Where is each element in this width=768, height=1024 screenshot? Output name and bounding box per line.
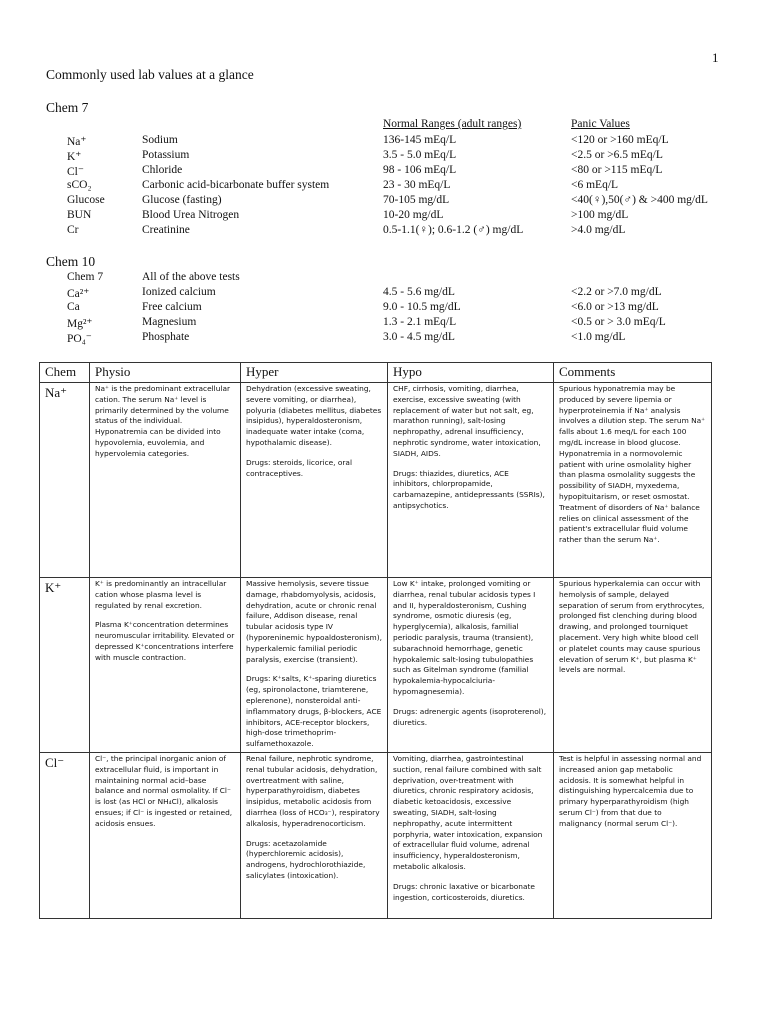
- test-name: Sodium: [142, 134, 178, 146]
- hypo-cell: [388, 578, 554, 753]
- normal-range: 23 - 30 mEq/L: [383, 179, 451, 191]
- physio-cell: [90, 752, 241, 918]
- test-abbreviation: Ca: [67, 301, 80, 313]
- hyper-paragraph: Dehydration (excessive sweating, severe vomiting, or diarrhea), polyuria (diabetes mellitus, diabetes insipidus), hyperaldosteronism, inadequate water intake (coma, hypothalamic disease).: [246, 384, 382, 447]
- normal-range: 3.0 - 4.5 mg/dL: [383, 331, 455, 343]
- hyper-paragraph: Drugs: K⁺salts, K⁺-sparing diuretics (eg, spironolactone, triamterene, eplerenone), nonsteroidal anti-inflammatory drugs, β-blockers, ACE inhibitors, ACE-receptor blockers, high-dose trimethoprim- sulfamethoxazole.: [246, 674, 382, 749]
- test-abbreviation: Na⁺: [67, 136, 87, 148]
- test-abbreviation: BUN: [67, 209, 92, 221]
- chem-label: Na⁺: [40, 383, 90, 578]
- hyper-cell: [241, 578, 388, 753]
- comments-paragraph: Test is helpful in assessing normal and increased anion gap metabolic acidosis. It is somewhat helpful in distinguishing hypercalcemia due to primary hyperparathyroidism (high serum Cl⁻) from that due to malignancy (normal serum Cl⁻).: [559, 753, 702, 828]
- table-header-row: [40, 363, 712, 383]
- test-abbreviation: Cl⁻: [67, 166, 84, 178]
- hypo-paragraph: Low K⁺ intake, prolonged vomiting or diarrhea, renal tubular acidosis types I and II, hyperaldosteronism, Cushing syndrome, osmotic diuresis (eg, hyperglycemia), alkalosis, familial periodic paralysis, trauma (transient), subarachnoid hemorrhage, genetic hypokalemic salt-losing tubulopathies such as Gitelman syndrome (familial hypokalemia-hypocalciuria-hypomagnesemia).: [393, 579, 536, 696]
- chem-label: Cl⁻: [40, 752, 90, 918]
- hypo-paragraph: Drugs: chronic laxative or bicarbonate ingestion, corticosteroids, diuretics.: [393, 881, 535, 902]
- panic-value: <80 or >115 mEq/L: [571, 164, 663, 176]
- panic-value: <1.0 mg/dL: [571, 331, 626, 343]
- normal-range: 98 - 106 mEq/L: [383, 164, 457, 176]
- physio-paragraph: Na⁺ is the predominant extracellular cation. The serum Na⁺ level is primarily determined by the volume status of the individual. Hyponatremia can be divided into hypovolemia, euvolemia, and hypervolemia categories.: [95, 384, 231, 458]
- panic-value: <0.5 or > 3.0 mEq/L: [571, 316, 666, 328]
- normal-range: 70-105 mg/dL: [383, 194, 450, 206]
- test-name: Chloride: [142, 164, 183, 176]
- panic-value: <2.5 or >6.5 mEq/L: [571, 149, 663, 161]
- hyper-cell: [241, 752, 388, 918]
- panic-value: <40(♀),50(♂) & >400 mg/dL: [571, 194, 708, 206]
- hypo-cell: [388, 383, 554, 578]
- test-abbreviation: Ca²⁺: [67, 288, 90, 300]
- test-name: Phosphate: [142, 331, 190, 343]
- hyper-paragraph: Drugs: acetazolamide (hyperchloremic acidosis), androgens, hydrochlorothiazide, salicylates (intoxication).: [246, 838, 366, 880]
- hyper-paragraph: Massive hemolysis, severe tissue damage, rhabdomyolysis, acidosis, dehydration, acute or chronic renal failure, Addison disease, renal tubular acidosis type IV (hyporeninemic hypoaldosteronism), hyperkalemic familial periodic paralysis, exercise (transient).: [246, 579, 382, 664]
- physio-paragraph: K⁺ is predominantly an intracellular cation whose plasma level is regulated by renal excretion.: [95, 579, 227, 610]
- physio-cell: [90, 383, 241, 578]
- table-row: [40, 578, 712, 753]
- hyper-cell: [241, 383, 388, 578]
- chem-label: K⁺: [40, 578, 90, 753]
- test-name: Ionized calcium: [142, 286, 216, 298]
- header-chem: Chem: [40, 363, 90, 383]
- physio-paragraph: Cl⁻, the principal inorganic anion of extracellular fluid, is important in maintaining normal acid–base balance and normal osmolality. If Cl⁻ is lost (as HCl or NH₄Cl), alkalosis ensues; if Cl⁻ is ingested or retained, acidosis ensues.: [95, 753, 233, 828]
- hypo-paragraph: Drugs: thiazides, diuretics, ACE inhibitors, chlorpropamide, carbamazepine, antidepressants (SSRIs), antipsychotics.: [393, 468, 545, 510]
- electrolyte-detail-table: [39, 362, 712, 919]
- normal-range: 10-20 mg/dL: [383, 209, 444, 221]
- normal-range: 136-145 mEq/L: [383, 134, 457, 146]
- panic-values-header: Panic Values: [571, 118, 630, 130]
- normal-ranges-header: Normal Ranges (adult ranges): [383, 118, 522, 130]
- table-row: [40, 383, 712, 578]
- comments-cell: [554, 752, 712, 918]
- test-name: Carbonic acid-bicarbonate buffer system: [142, 179, 330, 191]
- normal-range: 9.0 - 10.5 mg/dL: [383, 301, 461, 313]
- test-name: Magnesium: [142, 316, 197, 328]
- header-comments: Comments: [554, 363, 712, 383]
- hypo-paragraph: Drugs: adrenergic agents (isoproterenol), diuretics.: [393, 706, 547, 727]
- hyper-paragraph: Renal failure, nephrotic syndrome, renal tubular acidosis, dehydration, overtreatment with saline, hyperparathyroidism, diabetes insipidus, metabolic acidosis from diarrhea (loss of HCO₃⁻), respiratory alkalosis, hyperadrenocorticism.: [246, 753, 380, 828]
- test-abbreviation: Mg²⁺: [67, 318, 93, 330]
- header-hyper: Hyper: [241, 363, 388, 383]
- test-abbreviation: Chem 7: [67, 271, 104, 283]
- test-abbreviation: Cr: [67, 224, 79, 236]
- normal-range: 1.3 - 2.1 mEq/L: [383, 316, 457, 328]
- test-abbreviation: sCO₂: [67, 179, 92, 191]
- header-hypo: Hypo: [388, 363, 554, 383]
- hypo-paragraph: Vomiting, diarrhea, gastrointestinal suction, renal failure combined with salt deprivation, over-treatment with diuretics, chronic respiratory acidosis, diabetic ketoacidosis, excessive sweating, SIADH, salt-losing nephropathy, acute intermittent porphyria, water intoxication, expansion of extracellular fluid volume, adrenal insufficiency, hyperaldosteronism, metabolic alkalosis.: [393, 753, 543, 871]
- test-name: Potassium: [142, 149, 190, 161]
- physio-paragraph: Plasma K⁺concentration determines neuromuscular irritability. Elevated or depressed K⁺concentrations interfere with muscle contraction.: [95, 620, 235, 662]
- header-physio: Physio: [90, 363, 241, 383]
- panic-value: <6.0 or >13 mg/dL: [571, 301, 659, 313]
- panic-value: <6 mEq/L: [571, 179, 619, 191]
- comments-cell: [554, 578, 712, 753]
- table-row: [40, 752, 712, 918]
- normal-range: 4.5 - 5.6 mg/dL: [383, 286, 455, 298]
- physio-cell: [90, 578, 241, 753]
- panic-value: <120 or >160 mEq/L: [571, 134, 669, 146]
- comments-paragraph: Spurious hyperkalemia can occur with hemolysis of sample, delayed separation of serum from erythrocytes, prolonged fist clenching during blood drawing, and prolonged tourniquet placement. Very high white blood cell or platelet counts may cause spurious elevation of serum K⁺, but plasma K⁺ levels are normal.: [559, 579, 705, 675]
- test-abbreviation: K⁺: [67, 151, 82, 163]
- test-abbreviation: PO₄⁻: [67, 333, 92, 345]
- page-number: 1: [712, 50, 719, 65]
- panic-value: >100 mg/dL: [571, 209, 629, 221]
- hypo-paragraph: CHF, cirrhosis, vomiting, diarrhea, exercise, excessive sweating (with replacement of water but not salt, eg, marathon running), salt-losing nephropathy, adrenal insufficiency, nephrotic syndrome, water intoxication, SIADH, AIDS.: [393, 384, 541, 458]
- test-name: Glucose (fasting): [142, 194, 222, 206]
- test-name: Creatinine: [142, 224, 190, 236]
- comments-cell: [554, 383, 712, 578]
- test-name: Blood Urea Nitrogen: [142, 209, 240, 221]
- hyper-paragraph: Drugs: steroids, licorice, oral contraceptives.: [246, 457, 353, 478]
- panic-value: <2.2 or >7.0 mg/dL: [571, 286, 662, 298]
- comments-paragraph: Spurious hyponatremia may be produced by severe lipemia or hyperproteinemia if Na⁺ analysis involves a dilution step. The serum Na⁺ falls about 1.6 meq/L for each 100 mg/dL increase in blood glucose. Hyponatremia in a normovolemic patient with urine osmolality higher than plasma osmolality suggests the possibility of SIADH, myxedema, hypopituitarism, or reset osmostat. Treatment of disorders of Na⁺ balance relies on clinical assessment of the patient's extracellular fluid volume rather than the serum Na⁺.: [559, 384, 706, 545]
- test-name: All of the above tests: [142, 271, 240, 283]
- chem7-heading: Chem 7: [46, 100, 89, 115]
- test-abbreviation: Glucose: [67, 194, 105, 206]
- hypo-cell: [388, 752, 554, 918]
- test-name: Free calcium: [142, 301, 202, 313]
- chem10-heading: Chem 10: [46, 254, 96, 269]
- panic-value: >4.0 mg/dL: [571, 224, 626, 236]
- page-title: Commonly used lab values at a glance: [46, 67, 254, 82]
- normal-range: 0.5-1.1(♀); 0.6-1.2 (♂) mg/dL: [383, 224, 524, 236]
- normal-range: 3.5 - 5.0 mEq/L: [383, 149, 457, 161]
